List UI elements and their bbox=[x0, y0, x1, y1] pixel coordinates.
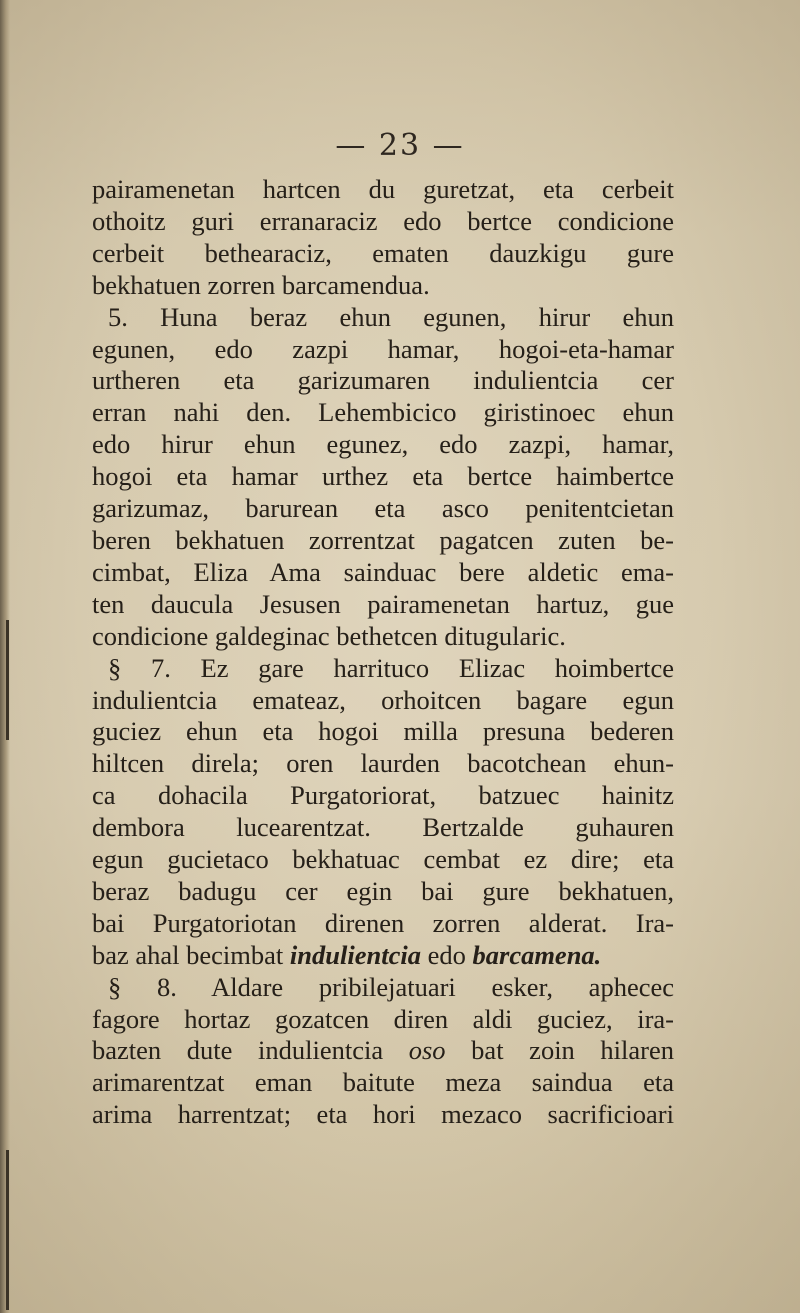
text-line: hogoi eta hamar urthez eta bertce haimbertce bbox=[92, 461, 674, 492]
text-line: arima harrentzat; eta hori mezaco sacrificioari bbox=[92, 1099, 674, 1130]
text-line: arimarentzat eman baitute meza saindua eta bbox=[92, 1067, 674, 1098]
text-segment: edo bbox=[420, 939, 473, 970]
text-line: § 7. Ez gare harrituco Elizac hoimbertce bbox=[108, 652, 674, 683]
text-line: garizumaz, barurean eta asco penitentcietan bbox=[92, 493, 674, 524]
binding-mark bbox=[6, 620, 9, 740]
binding-mark bbox=[6, 1150, 9, 1310]
text-line: egun gucietaco bekhatuac cembat ez dire; eta bbox=[92, 844, 674, 875]
text-line bbox=[92, 1035, 674, 1067]
text-line: edo hirur ehun egunez, edo zazpi, hamar, bbox=[92, 429, 674, 460]
text-line: dembora lucearentzat. Bertzalde guhauren bbox=[92, 812, 674, 843]
text-segment: baz ahal becimbat bbox=[92, 939, 290, 970]
emphasized-term: oso bbox=[408, 1035, 446, 1066]
text-line: hiltcen direla; oren laurden bacotchean ehun- bbox=[92, 748, 674, 779]
text-segment: bazten dute indulientcia bbox=[92, 1035, 409, 1066]
text-line: othoitz guri erranaraciz edo bertce condicione bbox=[92, 205, 674, 236]
text-line: condicione galdeginac bethetcen ditugularic. bbox=[92, 620, 566, 651]
text-line: bai Purgatoriotan direnen zorren alderat. Ira- bbox=[92, 907, 674, 938]
text-line: bekhatuen zorren barcamendua. bbox=[92, 269, 430, 300]
text-line: indulientcia emateaz, orhoitcen bagare egun bbox=[92, 684, 674, 715]
text-line: guciez ehun eta hogoi milla presuna bederen bbox=[92, 716, 674, 747]
text-line: urtheren eta garizumaren indulientcia cer bbox=[92, 365, 674, 396]
text-line: egunen, edo zazpi hamar, hogoi-eta-hamar bbox=[92, 333, 674, 364]
body-text bbox=[92, 174, 674, 1131]
emphasized-term: indulientcia bbox=[289, 939, 421, 970]
text-line: beraz badugu cer egin bai gure bekhatuen, bbox=[92, 875, 674, 906]
text-line: erran nahi den. Lehembicico giristinoec ehun bbox=[92, 397, 674, 428]
text-line: pairamenetan hartcen du guretzat, eta cerbeit bbox=[92, 174, 674, 204]
text-line: ten daucula Jesusen pairamenetan hartuz, gue bbox=[92, 588, 674, 619]
text-line: beren bekhatuen zorrentzat pagatcen zuten be- bbox=[92, 524, 674, 555]
text-line: 5. Huna beraz ehun egunen, hirur ehun bbox=[108, 301, 674, 332]
page-number: — 23 — bbox=[335, 128, 465, 163]
text-segment: bat zoin hilaren bbox=[445, 1035, 674, 1066]
text-line: ca dohacila Purgatoriorat, batzuec hainitz bbox=[92, 780, 674, 811]
text-line: § 8. Aldare pribilejatuari esker, aphecec bbox=[108, 971, 674, 1002]
emphasized-term: barcamena. bbox=[472, 939, 602, 970]
text-line: cimbat, Eliza Ama sainduac bere aldetic ema- bbox=[92, 556, 674, 587]
text-line bbox=[92, 940, 674, 972]
text-line: cerbeit bethearaciz, ematen dauzkigu gure bbox=[92, 237, 674, 268]
text-line: fagore hortaz gozatcen diren aldi guciez, ira- bbox=[92, 1003, 674, 1034]
